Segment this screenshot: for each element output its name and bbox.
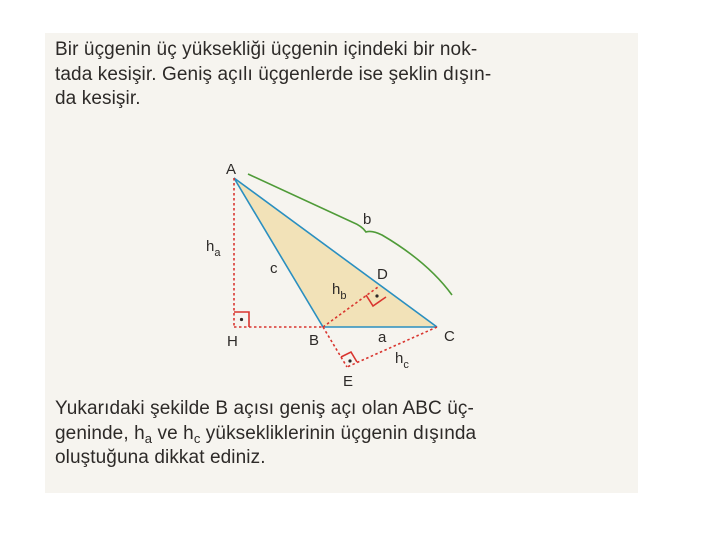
label-vertex-a: A (226, 161, 237, 178)
outro-line: geninde, $h_a$ ve $h_c$ yüksekliklerinin üçgenin dışında (55, 422, 477, 446)
label-hc: $h_c$ (395, 350, 409, 371)
altitude-hc (347, 327, 437, 367)
intro-line: Bir üçgenin üç yüksekliği üçgenin içindeki bir nok- (55, 39, 478, 60)
intro-line: tada kesişir. Geniş açılı üçgenlerde ise şeklin dışın- (55, 63, 492, 85)
extension-ab (323, 327, 347, 367)
label-point-h: H (227, 333, 238, 350)
outro-line: Yukarıdaki şekilde B açısı geniş açı olan ABC üç- (55, 398, 474, 419)
right-angle-mark-h (234, 312, 249, 327)
label-side-b: b (363, 211, 372, 228)
intro-line: da kesişir. (55, 88, 141, 109)
label-point-d: D (377, 266, 388, 283)
label-side-c: c (270, 260, 278, 277)
label-vertex-c: C (444, 328, 455, 345)
label-side-a: a (378, 329, 387, 346)
label-ha: $h_a$ (206, 238, 221, 259)
label-point-e: E (343, 373, 354, 390)
outro-line: oluştuğuna dikkat ediniz. (55, 447, 266, 468)
label-vertex-b: B (309, 332, 320, 349)
right-angle-mark-e (341, 352, 357, 363)
label-hb: $h_b$ (332, 281, 347, 302)
